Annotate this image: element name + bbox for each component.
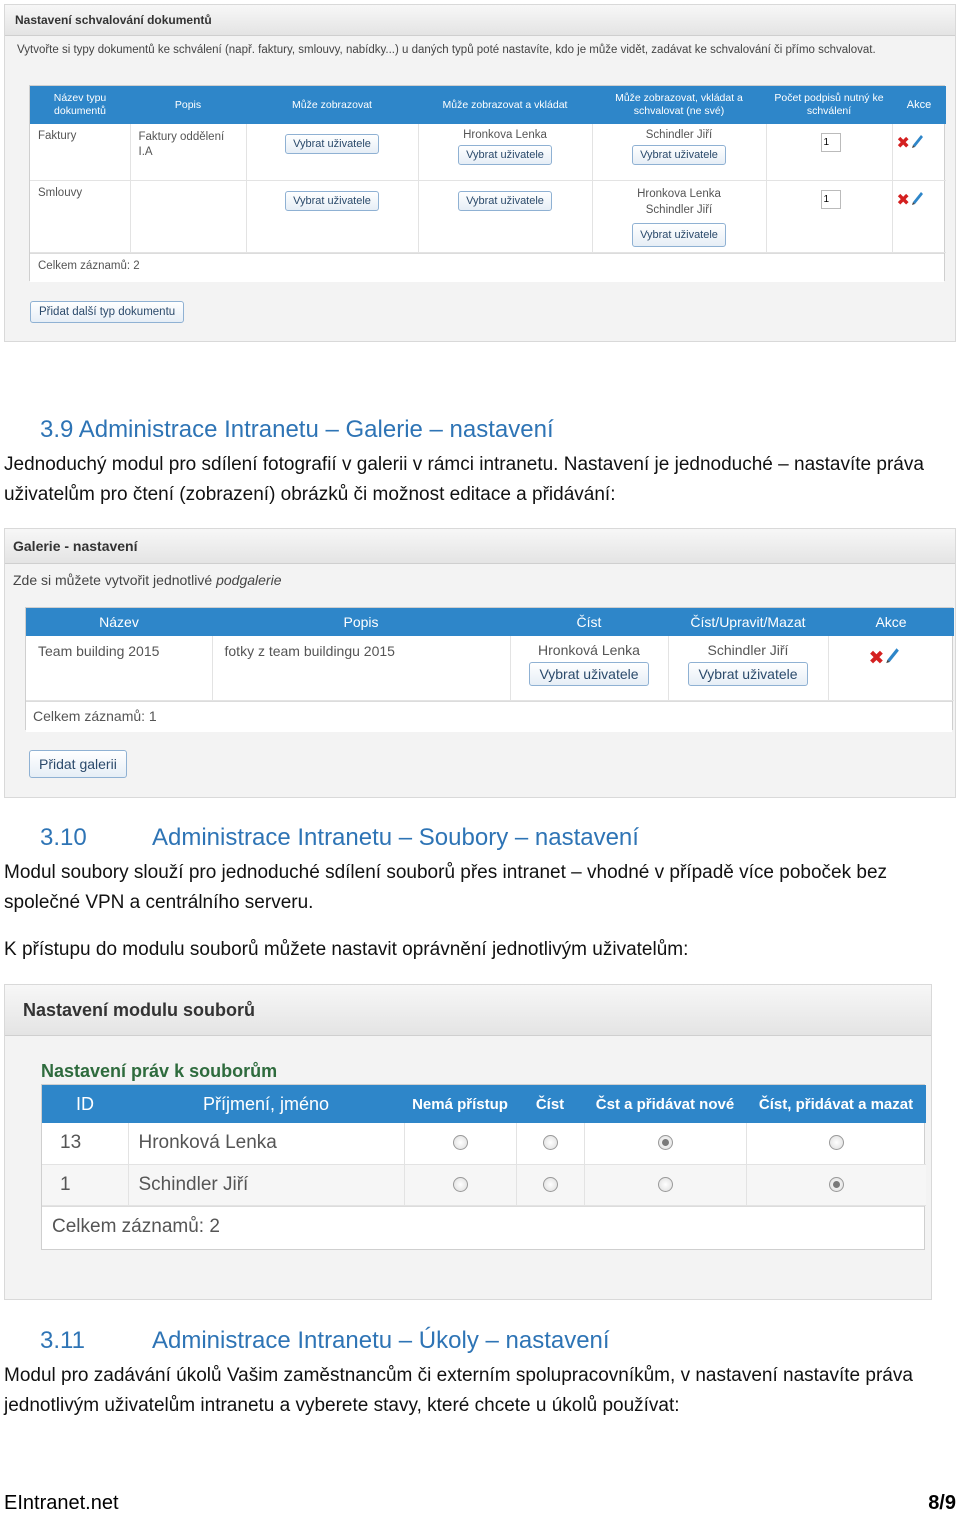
gallery-table (26, 608, 954, 701)
read-add-radio[interactable] (658, 1177, 673, 1192)
doc-type-description: Faktury oddělení I.A (130, 124, 246, 180)
section-title: Administrace Intranetu – Úkoly – nastavení (152, 1327, 610, 1354)
assigned-user: Schindler Jiří (645, 203, 713, 216)
select-users-button[interactable]: Vybrat uživatele (458, 145, 552, 165)
radio-cell (746, 1123, 926, 1164)
pencil-icon[interactable] (910, 132, 924, 153)
table-row (26, 636, 954, 700)
doc-type-description (130, 180, 246, 252)
no-access-radio[interactable] (453, 1135, 468, 1150)
gallery-description: fotky z team buildingu 2015 (212, 636, 510, 700)
section-title: Administrace Intranetu – Soubory – nastavení (152, 824, 639, 851)
col-surname-name[interactable]: Příjmení, jméno (128, 1085, 404, 1123)
approve-users-cell (592, 124, 766, 180)
approval-settings-subtitle: Vytvořte si typy dokumentů ke schválení (např. faktury, smlouvy, nabídky...) u daných typů poté nastavíte, kdo je může vidět, zadávat ke schvalování či přímo schvalovat. (17, 44, 876, 56)
section-heading-tasks (40, 1327, 610, 1355)
signatures-input[interactable] (821, 190, 841, 209)
gallery-settings-subtitle (5, 564, 955, 594)
assigned-user: Schindler Jiří (645, 129, 713, 141)
user-name: Schindler Jiří (128, 1164, 404, 1205)
col-no-access[interactable]: Nemá přístup (404, 1085, 516, 1123)
view-users-cell (246, 124, 418, 180)
pencil-icon[interactable] (884, 644, 900, 670)
section-text-gallery: Jednoduchý modul pro sdílení fotografií v galerii v rámci intranetu. Nastavení je jednoduché – nastavíte práva uživatelům pro čtení (zobrazení) obrázků či možnost editace a přidávání: (4, 454, 924, 505)
radio-cell (746, 1164, 926, 1205)
assigned-user: Hronkova Lenka (637, 187, 721, 200)
gallery-table-panel (25, 607, 953, 730)
file-rights-table (42, 1085, 926, 1206)
radio-cell (404, 1164, 516, 1205)
col-can-view[interactable]: Může zobrazovat (246, 86, 418, 124)
gallery-settings-title: Galerie - nastavení (5, 529, 955, 564)
gallery-name: Team building 2015 (26, 636, 212, 700)
col-actions: Akce (892, 86, 946, 124)
signatures-input[interactable] (821, 133, 841, 152)
section-text-files-2: K přístupu do modulu souborů můžete nastavit oprávnění jednotlivým uživatelům: (4, 939, 689, 960)
table-row (30, 124, 946, 180)
footer-page-number: 8/9 (928, 1492, 956, 1514)
col-can-view-insert-approve[interactable]: Může zobrazovat, vkládat a schvalovat (ne své) (592, 86, 766, 124)
radio-cell (516, 1164, 584, 1205)
col-read-add-delete[interactable]: Číst, přidávat a mazat (746, 1085, 926, 1123)
col-read[interactable]: Číst (510, 608, 668, 636)
select-users-button[interactable]: Vybrat uživatele (285, 134, 379, 154)
delete-icon[interactable]: ✖ (896, 191, 910, 209)
record-count: Celkem záznamů: 1 (26, 701, 952, 732)
doc-type-name: Faktury (30, 124, 130, 180)
table-row (30, 180, 946, 252)
col-read-add[interactable]: Čst a přidávat nové (584, 1085, 746, 1123)
edit-users-cell (668, 636, 828, 700)
view-users-cell (246, 180, 418, 252)
section-heading-files (40, 824, 639, 852)
approval-table (30, 86, 946, 253)
delete-icon[interactable]: ✖ (868, 648, 885, 669)
signatures-cell (766, 180, 892, 252)
read-add-delete-radio[interactable] (829, 1135, 844, 1150)
select-users-button[interactable]: Vybrat uživatele (632, 223, 726, 247)
read-radio[interactable] (543, 1135, 558, 1150)
subtitle-emphasis: podgalerie (216, 572, 282, 588)
gallery-settings-screenshot (4, 528, 956, 798)
read-add-radio[interactable] (658, 1135, 673, 1150)
doc-type-name: Smlouvy (30, 180, 130, 252)
file-rights-table-panel (41, 1084, 925, 1250)
actions-cell (828, 636, 954, 700)
select-users-button[interactable]: Vybrat uživatele (285, 191, 379, 211)
read-radio[interactable] (543, 1177, 558, 1192)
section-heading-gallery: 3.9 Administrace Intranetu – Galerie – nastavení (40, 416, 554, 443)
approve-users-cell (592, 180, 766, 252)
col-signatures-required[interactable]: Počet podpisů nutný ke schválení (766, 86, 892, 124)
section-number: 3.10 (40, 824, 87, 851)
col-description[interactable]: Popis (130, 86, 246, 124)
file-rights-subtitle: Nastavení práv k souborům (41, 1061, 278, 1081)
insert-users-cell (418, 124, 592, 180)
select-users-button[interactable]: Vybrat uživatele (458, 191, 552, 211)
add-gallery-button[interactable]: Přidat galerii (29, 750, 127, 778)
section-number: 3.11 (40, 1327, 85, 1354)
file-module-title: Nastavení modulu souborů (5, 985, 931, 1036)
footer-site-name: EIntranet.net (4, 1492, 119, 1514)
col-name[interactable]: Název (26, 608, 212, 636)
read-add-delete-radio[interactable] (829, 1177, 844, 1192)
signatures-cell (766, 124, 892, 180)
radio-cell (584, 1123, 746, 1164)
record-count: Celkem záznamů: 2 (30, 253, 944, 282)
insert-users-cell (418, 180, 592, 252)
radio-cell (516, 1123, 584, 1164)
table-row (42, 1123, 926, 1164)
document-approval-settings-screenshot (4, 4, 956, 342)
select-users-button[interactable]: Vybrat uživatele (529, 662, 648, 686)
col-id[interactable]: ID (42, 1085, 128, 1123)
col-description[interactable]: Popis (212, 608, 510, 636)
select-users-button[interactable]: Vybrat uživatele (688, 662, 807, 686)
delete-icon[interactable]: ✖ (896, 135, 910, 152)
section-text-files-1: Modul soubory slouží pro jednoduché sdílení souborů přes intranet – vhodné v případě více poboček bez společné VPN a centrálního serveru. (4, 862, 888, 913)
assigned-user: Hronkova Lenka (463, 129, 547, 141)
section-text-tasks: Modul pro zadávání úkolů Vašim zaměstnancům či externím spolupracovníkům, v nastavení nastavíte práva jednotlivým uživatelům intranetu a vyberete stavy, které chcete u úkolů používat: (4, 1365, 913, 1416)
actions-cell (892, 124, 946, 180)
col-read[interactable]: Číst (516, 1085, 584, 1123)
no-access-radio[interactable] (453, 1177, 468, 1192)
col-read-edit-delete[interactable]: Číst/Upravit/Mazat (668, 608, 828, 636)
approval-table-panel (29, 85, 945, 281)
table-row (42, 1164, 926, 1205)
approval-settings-title: Nastavení schvalování dokumentů (5, 5, 955, 36)
radio-cell (404, 1123, 516, 1164)
file-module-settings-screenshot (4, 984, 932, 1300)
col-doc-type-name[interactable]: Název typu dokumentů (30, 86, 130, 124)
assigned-user: Schindler Jiří (707, 642, 789, 658)
subtitle-prefix: Zde si můžete vytvořit jednotlivé (13, 572, 217, 588)
user-name: Hronková Lenka (128, 1123, 404, 1164)
assigned-user: Hronková Lenka (538, 642, 640, 658)
col-can-view-insert[interactable]: Může zobrazovat a vkládat (418, 86, 592, 124)
radio-cell (584, 1164, 746, 1205)
select-users-button[interactable]: Vybrat uživatele (632, 145, 726, 165)
col-actions: Akce (828, 608, 954, 636)
user-id: 1 (42, 1164, 128, 1205)
read-users-cell (510, 636, 668, 700)
user-id: 13 (42, 1123, 128, 1164)
record-count: Celkem záznamů: 2 (42, 1206, 924, 1247)
pencil-icon[interactable] (910, 189, 924, 210)
actions-cell (892, 180, 946, 252)
add-document-type-button[interactable]: Přidat další typ dokumentu (30, 301, 184, 323)
